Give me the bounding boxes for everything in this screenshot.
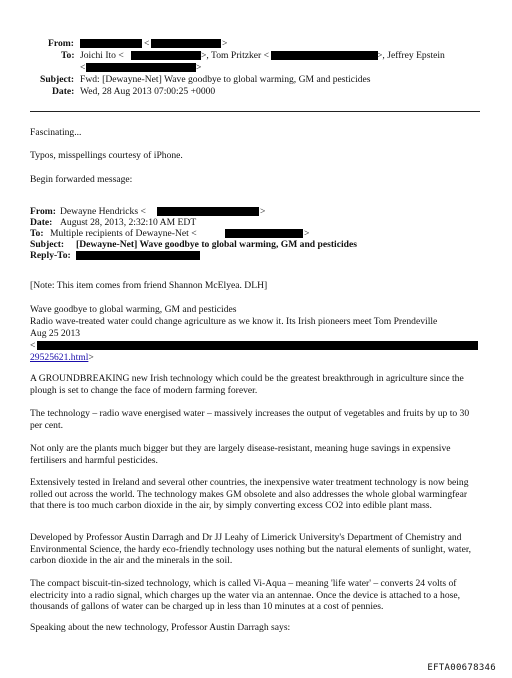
redaction-block	[80, 39, 142, 48]
article-url-line	[30, 352, 94, 364]
fwd-date-label: Date:	[30, 217, 53, 228]
header-to-label: To:	[61, 50, 75, 61]
body-fascinating: Fascinating...	[30, 127, 82, 138]
bates-number: EFTA00678346	[427, 663, 496, 673]
header-from-gt: >	[222, 38, 228, 49]
fwd-to-gt: >	[304, 228, 310, 239]
article-dek: Radio wave-treated water could change agriculture as we know it. Its Irish pioneers meet Tom Prendeville	[30, 316, 438, 327]
header-to-lt: <	[80, 62, 86, 73]
header-date-label: Date:	[52, 86, 75, 97]
article-paragraph-7: Speaking about the new technology, Professor Austin Darragh says:	[30, 622, 291, 633]
fwd-from-gt: >	[260, 206, 266, 217]
article-paragraph-1: A GROUNDBREAKING new Irish technology which could be the greatest breakthrough in agriculture since the plough is set to change the face of modern farming forever.	[30, 373, 464, 396]
redaction-block	[151, 39, 221, 48]
header-from-lt: <	[144, 38, 150, 49]
header-to-jeffrey: >, Jeffrey Epstein	[377, 50, 445, 61]
body-typos: Typos, misspellings courtesy of iPhone.	[30, 150, 183, 161]
article-paragraph-2: The technology – radio wave energised water – massively increases the output of vegetables and fruits by up to 30 per cent.	[30, 408, 470, 431]
header-from-label: From:	[48, 38, 74, 49]
article-headline: Wave goodbye to global warming, GM and pesticides	[30, 304, 237, 315]
article-url-open: <	[30, 340, 36, 351]
fwd-to-value: Multiple recipients of Dewayne-Net <	[50, 228, 197, 239]
header-date-value: Wed, 28 Aug 2013 07:00:25 +0000	[80, 86, 216, 97]
article-paragraph-3: Not only are the plants much bigger but they are largely disease-resistant, meaning huge savings in expensive fertilisers and harmful pesticides.	[30, 443, 451, 466]
fwd-subject-label: Subject:	[30, 239, 65, 250]
header-subject-value: Fwd: [Dewayne-Net] Wave goodbye to global warming, GM and pesticides	[80, 74, 371, 85]
redaction-block	[225, 229, 303, 238]
article-paragraph-6: The compact biscuit-tin-sized technology, which is called Vi-Aqua – meaning 'life water' – converts 24 volts of electricity into a radio signal, which charges up the water via an antennae. Once the device is attached to a hose, thousands of gallons of water can be charged up in less than 10 minutes at a cost of pennies.	[30, 578, 461, 613]
header-divider	[30, 111, 480, 112]
header-subject-label: Subject:	[40, 74, 75, 85]
article-note: [Note: This item comes from friend Shannon McElyea. DLH]	[30, 280, 268, 291]
fwd-subject-value: [Dewayne-Net] Wave goodbye to global warming, GM and pesticides	[76, 239, 357, 250]
fwd-date-value: August 28, 2013, 2:32:10 AM EDT	[60, 217, 197, 228]
article-dateline: Aug 25 2013	[30, 328, 81, 339]
redaction-block	[86, 63, 196, 72]
article-url-link[interactable]: 29525621.html	[30, 352, 89, 363]
fwd-from-label: From:	[30, 206, 56, 217]
fwd-replyto-label: Reply-To:	[30, 250, 71, 261]
fwd-from-value: Dewayne Hendricks <	[60, 206, 146, 217]
redaction-block	[271, 51, 378, 60]
fwd-to-label: To:	[30, 228, 44, 239]
header-to-gt: >	[196, 62, 202, 73]
redaction-block	[131, 51, 201, 60]
header-to-joi: Joichi Ito <	[80, 50, 124, 61]
article-paragraph-5: Developed by Professor Austin Darragh and Dr JJ Leahy of Limerick University's Department of Chemistry and Environmental Science, the hardy eco-friendly technology uses nothing but the natural elements of sunlight, water, carbon dioxide in the air and the minerals in the soil.	[30, 532, 472, 567]
article-paragraph-4: Extensively tested in Ireland and several other countries, the inexpensive water treatment technology is now being rolled out across the world. The technology makes GM obsolete and also addresses the whole global warmingfear that there is too much carbon dioxide in the air, by simply converting excess CO2 into edible plant mass.	[30, 477, 469, 512]
body-begin-forwarded: Begin forwarded message:	[30, 174, 133, 185]
article-url-close: >	[88, 352, 94, 363]
header-to-tom: >, Tom Pritzker <	[201, 50, 270, 61]
redaction-block	[37, 341, 478, 350]
redaction-block	[76, 251, 200, 260]
redaction-block	[157, 207, 259, 216]
